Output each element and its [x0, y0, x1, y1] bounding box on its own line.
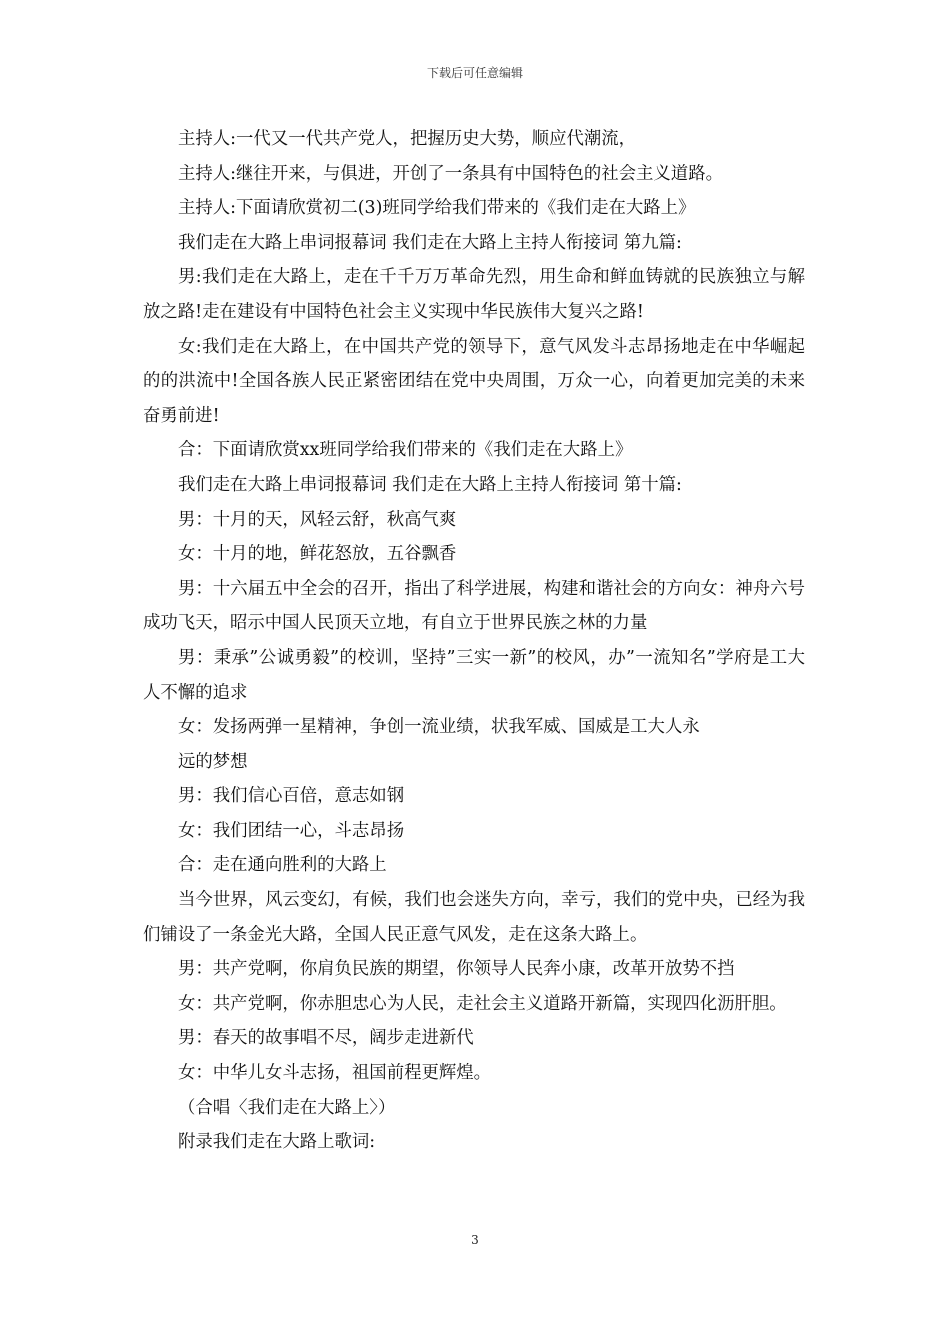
paragraph-male-2: 男：十月的天，风轻云舒，秋高气爽	[178, 509, 457, 530]
paragraph-together-2: 合：走在通向胜利的大路上	[178, 855, 387, 876]
paragraph-host-3: 主持人:下面请欣赏初二(3)班同学给我们带来的《我们走在大路上》	[178, 198, 696, 219]
paragraph-chorus: （合唱〈我们走在大路上〉）	[178, 1097, 396, 1118]
paragraph-female-1: 女:我们走在大路上，在中国共产党的领导下，意气风发斗志昂扬地走在中华崛起的的洪流中!全国各族人民正紧密团结在党中央周围，万众一心，向着更加完美的未来奋勇前进!	[143, 336, 805, 426]
paragraph-female-5: 女：共产党啊，你赤胆忠心为人民，走社会主义道路开新篇，实现四化沥肝胆。	[178, 993, 787, 1014]
paragraph-male-4: 男：秉承”公诚勇毅”的校训，坚持”三实一新”的校风，办”一流知名”学府是工大人不懈的追求	[143, 647, 805, 703]
paragraph-host-2: 主持人:继往开来，与俱进，开创了一条具有中国特色的社会主义道路。	[178, 163, 723, 184]
paragraph-male-1: 男:我们走在大路上，走在千千万万革命先烈，用生命和鲜血铸就的民族独立与解放之路!走在建设有中国特色社会主义实现中华民族伟大复兴之路!	[143, 267, 805, 322]
section-heading-9: 我们走在大路上串词报幕词 我们走在大路上主持人衔接词 第九篇:	[178, 232, 682, 253]
paragraph-female-2: 女：十月的地，鲜花怒放，五谷飘香	[178, 544, 457, 565]
paragraph-together-1: 合：下面请欣赏xx班同学给我们带来的《我们走在大路上》	[178, 440, 633, 461]
section-heading-10: 我们走在大路上串词报幕词 我们走在大路上主持人衔接词 第十篇:	[178, 474, 682, 495]
paragraph-host-1: 主持人:一代又一代共产党人，把握历史大势，顺应代潮流，	[178, 129, 637, 149]
paragraph-narration: 当今世界，风云变幻，有候，我们也会迷失方向，幸亏，我们的党中央，已经为我们铺设了一条金光大路，全国人民正意气风发，走在这条大路上。	[143, 890, 805, 945]
paragraph-male-3: 男：十六届五中全会的召开，指出了科学进展，构建和谐社会的方向女：神舟六号成功飞天，昭示中国人民顶天立地，有自立于世界民族之林的力量	[143, 578, 805, 634]
page-number: 3	[471, 1233, 479, 1247]
paragraph-male-7: 男：春天的故事唱不尽，阔步走进新代	[178, 1028, 474, 1049]
paragraph-female-6: 女：中华儿女斗志扬，祖国前程更辉煌。	[178, 1063, 492, 1084]
paragraph-female-4: 女：我们团结一心，斗志昂扬	[178, 820, 405, 841]
page-header: 下载后可任意编辑	[426, 66, 523, 80]
paragraph-appendix: 附录我们走在大路上歌词:	[178, 1132, 376, 1153]
paragraph-female-3-cont: 远的梦想	[178, 751, 248, 772]
document-body	[143, 122, 805, 1160]
paragraph-male-5: 男：我们信心百倍，意志如钢	[178, 786, 405, 807]
paragraph-male-6: 男：共产党啊，你肩负民族的期望，你领导人民奔小康，改革开放势不挡	[178, 959, 735, 980]
paragraph-female-3: 女：发扬两弹一星精神，争创一流业绩，状我军威、国威是工大人永	[178, 717, 700, 738]
